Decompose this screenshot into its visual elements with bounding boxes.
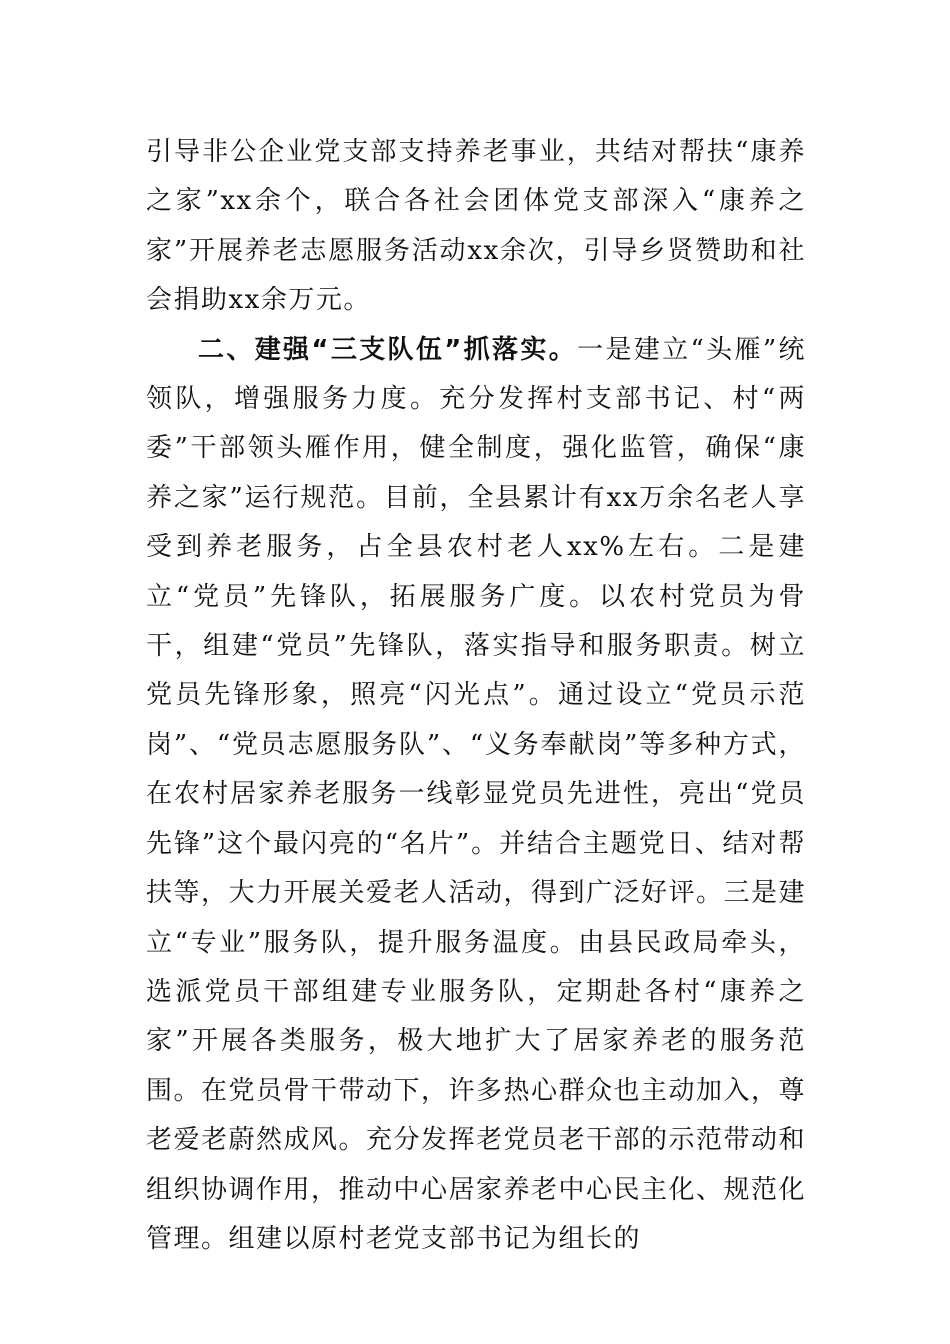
document-page	[146, 128, 806, 1264]
paragraph-text: 一是建立“头雁”统领队，增强服务力度。充分发挥村支部书记、村“两委”干部领头雁作用，健全制度，强化监管，确保“康养之家”运行规范。目前，全县累计有xx万余名老人享受到养老服务，占全县农村老人xx%左右。二是建立“党员”先锋队，拓展服务广度。以农村党员为骨干，组建“党员”先锋队，落实指导和服务职责。树立党员先锋形象，照亮“闪光点”。通过设立“党员示范岗”、“党员志愿服务队”、“义务奉献岗”等多种方式，在农村居家养老服务一线彰显党员先进性，亮出“党员先锋”这个最闪亮的“名片”。并结合主题党日、结对帮扶等，大力开展关爱老人活动，得到广泛好评。三是建立“专业”服务队，提升服务温度。由县民政局牵头，选派党员干部组建专业服务队，定期赴各村“康养之家”开展各类服务，极大地扩大了居家养老的服务范围。在党员骨干带动下，许多热心群众也主动加入，尊老爱老蔚然成风。充分发挥老党员老干部的示范带动和组织协调作用，推动中心居家养老中心民主化、规范化管理。组建以原村老党支部书记为组长的	[146, 334, 807, 1254]
section-heading: 二、建强“三支队伍”抓落实。	[198, 334, 578, 365]
paragraph-section-two	[146, 326, 806, 1265]
paragraph-continuation	[146, 128, 806, 326]
paragraph-text: 引导非公企业党支部支持养老事业，共结对帮扶“康养之家”xx余个，联合各社会团体党支部深入“康养之家”开展养老志愿服务活动xx余次，引导乡贤赞助和社会捐助xx余万元。	[146, 137, 806, 316]
